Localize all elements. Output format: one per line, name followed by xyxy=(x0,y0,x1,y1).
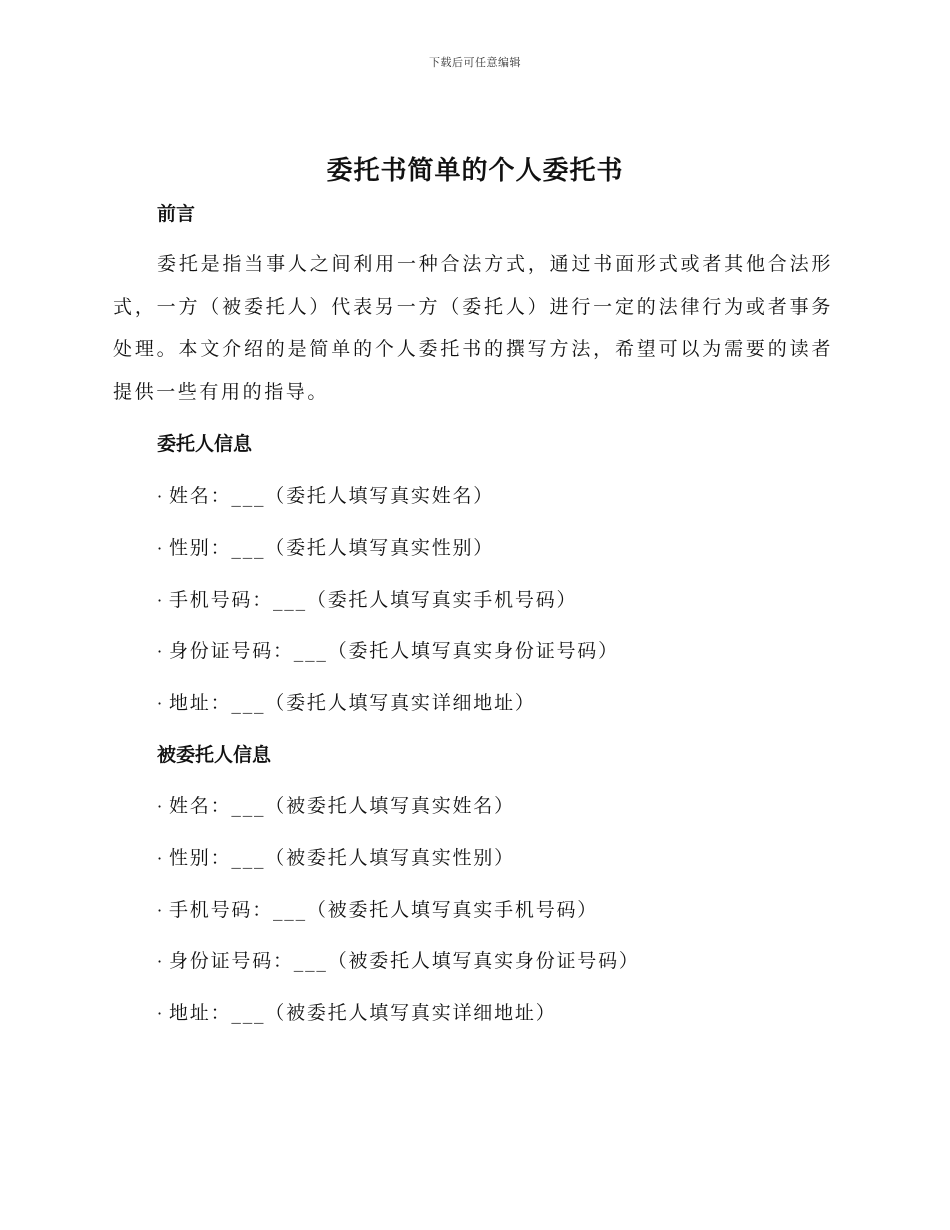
bullet-icon: · xyxy=(157,487,164,506)
principal-address-text: 地址：___（委托人填写真实详细地址） xyxy=(169,692,536,714)
agent-id-text: 身份证号码：___（被委托人填写真实身份证号码） xyxy=(169,950,640,972)
agent-info-heading: 被委托人信息 xyxy=(157,744,272,766)
principal-name-text: 姓名：___（委托人填写真实姓名） xyxy=(169,485,495,507)
principal-gender-text: 性别：___（委托人填写真实性别） xyxy=(169,537,495,559)
agent-address-item xyxy=(157,998,557,1025)
agent-address-text: 地址：___（被委托人填写真实详细地址） xyxy=(169,1002,557,1024)
principal-id-text: 身份证号码：___（委托人填写真实身份证号码） xyxy=(169,640,619,662)
principal-name-item xyxy=(157,481,494,508)
agent-phone-item xyxy=(157,895,598,922)
bullet-icon: · xyxy=(157,797,164,816)
principal-address-item xyxy=(157,688,536,715)
agent-gender-text: 性别：___（被委托人填写真实性别） xyxy=(169,847,515,869)
principal-phone-text: 手机号码：___（委托人填写真实手机号码） xyxy=(169,589,578,611)
principal-gender-item xyxy=(157,533,494,560)
agent-phone-text: 手机号码：___（被委托人填写真实手机号码） xyxy=(169,899,599,921)
header-note: 下载后可任意编辑 xyxy=(429,56,521,69)
agent-name-text: 姓名：___（被委托人填写真实姓名） xyxy=(169,795,515,817)
agent-id-item xyxy=(157,946,640,973)
bullet-icon: · xyxy=(157,694,164,713)
preface-heading: 前言 xyxy=(157,203,196,225)
bullet-icon: · xyxy=(157,849,164,868)
document-title: 委托书简单的个人委托书 xyxy=(326,156,624,186)
agent-gender-item xyxy=(157,843,515,870)
principal-id-item xyxy=(157,636,619,663)
bullet-icon: · xyxy=(157,591,164,610)
preface-paragraph: 委托是指当事人之间利用一种合法方式，通过书面形式或者其他合法形式，一方（被委托人）代表另一方（委托人）进行一定的法律行为或者事务处理。本文介绍的是简单的个人委托书的撰写方法，希望可以为需要的读者提供一些有用的指导。 xyxy=(113,253,833,403)
agent-name-item xyxy=(157,791,515,818)
bullet-icon: · xyxy=(157,539,164,558)
bullet-icon: · xyxy=(157,901,164,920)
bullet-icon: · xyxy=(157,642,164,661)
bullet-icon: · xyxy=(157,952,164,971)
principal-phone-item xyxy=(157,585,577,612)
bullet-icon: · xyxy=(157,1004,164,1023)
principal-info-heading: 委托人信息 xyxy=(157,433,253,455)
